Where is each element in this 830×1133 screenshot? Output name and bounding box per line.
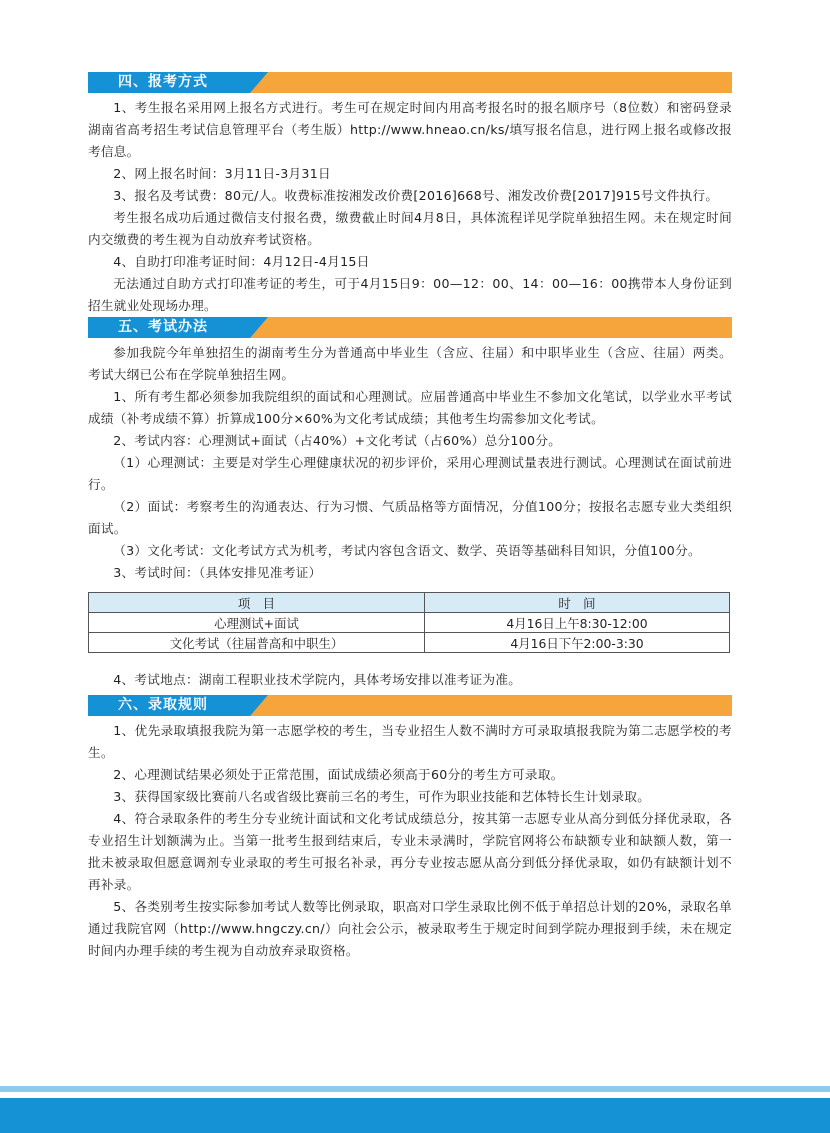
paragraph: 1、所有考生都必须参加我院组织的面试和心理测试。应届普通高中毕业生不参加文化笔试，以学业水平考试成绩（补考成绩不算）折算成100分×60%为文化考试成绩；其他考生均需参加文化考试。 (88, 389, 732, 426)
section-title: 五、考试办法 (118, 319, 208, 335)
table-cell: 心理测试+面试 (89, 613, 425, 633)
paragraph: 3、获得国家级比赛前八名或省级比赛前三名的考生，可作为职业技能和艺体特长生计划录取。 (113, 789, 651, 804)
paragraph: （2）面试：考察考生的沟通表达、行为习惯、气质品格等方面情况，分值100分；按报名志愿专业大类组织面试。 (88, 499, 732, 536)
exam-schedule-table (88, 592, 730, 653)
paragraph: 参加我院今年单独招生的湖南考生分为普通高中毕业生（含应、往届）和中职毕业生（含应、往届）两类。考试大纲已公布在学院单独招生网。 (88, 345, 732, 382)
table-cell: 4月16日下午2:00-3:30 (425, 633, 730, 653)
column-header-time: 时 间 (425, 593, 730, 613)
table-cell: 文化考试（往届普高和中职生） (89, 633, 425, 653)
paragraph: 3、考试时间：（具体安排见准考证） (113, 565, 322, 580)
paragraph: 2、考试内容：心理测试+面试（占40%）+文化考试（占60%）总分100分。 (113, 433, 562, 448)
section-title: 六、录取规则 (118, 697, 208, 713)
paragraph: （3）文化考试：文化考试方式为机考，考试内容包含语文、数学、英语等基础科目知识，分值100分。 (113, 543, 701, 558)
paragraph: 5、各类别考生按实际参加考试人数等比例录取，职高对口学生录取比例不低于单招总计划的20%，录取名单通过我院官网（http://www.hngczy.cn/）向社会公示，被录取考生于规定时间到学院办理报到手续，未在规定时间内办理手续的考生视为自动放弃录取资格。 (88, 899, 732, 958)
paragraph: 4、自助打印准考证时间：4月12日-4月15日 (113, 254, 370, 269)
table-cell: 4月16日上午8:30-12:00 (425, 613, 730, 633)
footer-band (0, 1098, 830, 1133)
table-row (89, 613, 730, 633)
paragraph: （1）心理测试：主要是对学生心理健康状况的初步评价，采用心理测试量表进行测试。心理测试在面试前进行。 (88, 455, 732, 492)
paragraph: 考生报名成功后通过微信支付报名费，缴费截止时间4月8日，具体流程详见学院单独招生网。未在规定时间内交缴费的考生视为自动放弃考试资格。 (88, 210, 732, 247)
paragraph: 无法通过自助方式打印准考证的考生，可于4月15日9：00—12：00、14：00—16：00携带本人身份证到招生就业处现场办理。 (88, 276, 732, 313)
paragraph: 4、考试地点：湖南工程职业技术学院内，具体考场安排以准考证为准。 (113, 672, 522, 687)
table-header-row (89, 593, 730, 613)
table-row (89, 633, 730, 653)
paragraph: 2、心理测试结果必须处于正常范围，面试成绩必须高于60分的考生方可录取。 (113, 767, 564, 782)
column-header-item: 项 目 (89, 593, 425, 613)
section-header-admission-rules (88, 695, 732, 716)
section-title: 四、报考方式 (118, 74, 208, 90)
paragraph: 3、报名及考试费：80元/人。收费标准按湘发改价费[2016]668号、湘发改价费[2017]915号文件执行。 (113, 188, 719, 203)
paragraph: 4、符合录取条件的考生分专业统计面试和文化考试成绩总分，按其第一志愿专业从高分到低分择优录取，各专业招生计划额满为止。当第一批考生报到结束后，专业未录满时，学院官网将公布缺额专业和缺额人数，第一批未被录取但愿意调剂专业录取的考生可报名补录，再分专业按志愿从高分到低分择优录取，如仍有缺额计划不再补录。 (88, 811, 732, 892)
page-content (88, 72, 732, 962)
footer-stripe-thin (0, 1086, 830, 1092)
paragraph: 1、优先录取填报我院为第一志愿学校的考生，当专业招生人数不满时方可录取填报我院为第二志愿学校的考生。 (88, 723, 732, 760)
paragraph: 2、网上报名时间：3月11日-3月31日 (113, 166, 331, 181)
section-header-exam-method (88, 317, 732, 338)
paragraph: 1、考生报名采用网上报名方式进行。考生可在规定时间内用高考报名时的报名顺序号（8位数）和密码登录湖南省高考招生考试信息管理平台（考生版）http://www.hneao.cn/ks/填写报名信息，进行网上报名或修改报考信息。 (88, 100, 732, 159)
section-header-registration (88, 72, 732, 93)
